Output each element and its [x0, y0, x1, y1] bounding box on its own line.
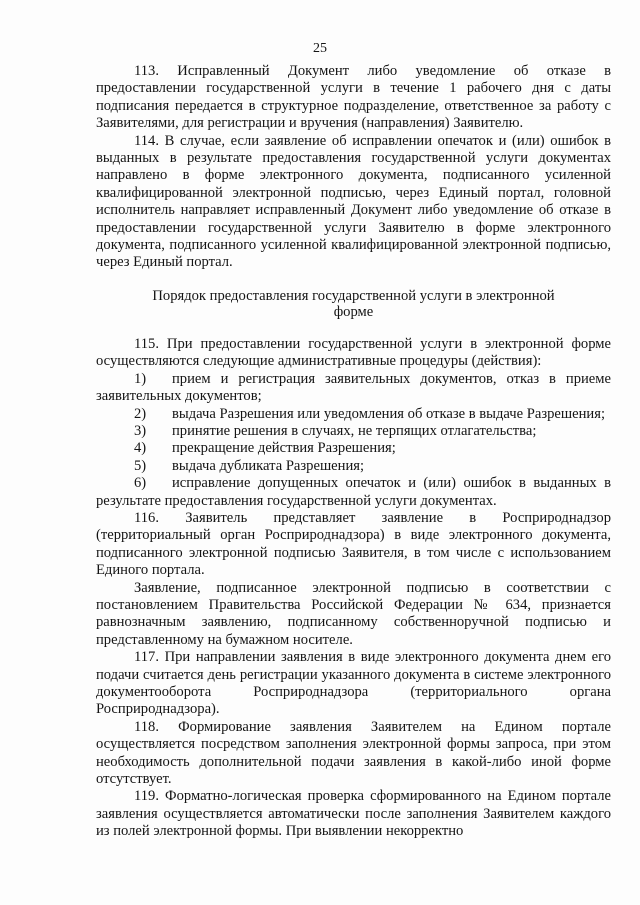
list-item-number: 4) — [134, 440, 147, 457]
paragraph-117: 117. При направлении заявления в виде электронного документа днем его подачи считается день регистрации указанного документа в системе электронного документооборота Росприроднадзора (территориального органа Росприроднадзора). — [96, 649, 611, 718]
list-item-number: 5) — [134, 457, 147, 474]
paragraph-116: 116. Заявитель представляет заявление в Росприроднадзор (территориальный орган Росприроднадзора) в виде электронного документа, подписанного электронной подписью Заявителя, в том числе с использованием Единого портала. — [96, 509, 611, 579]
paragraph-118: 118. Формирование заявления Заявителем на Едином портале осуществляется посредством заполнения электронной формы запроса, при этом необходимость дополнительной подачи заявления в какой-либо иной форме отсутствует. — [96, 718, 611, 788]
list-item — [96, 406, 611, 423]
list-item-text: прием и регистрация заявительных документов, отказ в приеме заявительных документов; — [96, 370, 611, 405]
paragraph-113: 113. Исправленный Документ либо уведомление об отказе в предоставлении государственной услуги в течение 1 рабочего дня с даты подписания передается в структурное подразделение, ответственное за работу с Заявителями, для регистрации и вручения (направления) Заявителю. — [96, 63, 611, 132]
paragraph-119: 119. Форматно-логическая проверка сформированного на Едином портале заявления осуществляется автоматически после заполнения Заявителем каждого из полей электронной формы. При выявлении некорректно — [96, 788, 611, 840]
list-item-number: 3) — [134, 422, 147, 439]
list-item — [96, 371, 611, 406]
list-item-number: 1) — [134, 370, 147, 387]
paragraph-signature-equivalence: Заявление, подписанное электронной подписью в соответствии с постановлением Правительства Российской Федерации № 634, признается равнозначным заявлению, подписанному собственноручной подписью и представленному на бумажном носителе. — [96, 579, 611, 648]
list-item — [96, 458, 611, 475]
list-item-number: 6) — [134, 475, 147, 492]
list-item-text: выдача Разрешения или уведомления об отказе в выдаче Разрешения; — [172, 405, 606, 422]
page-number: 25 — [313, 41, 327, 56]
list-item — [96, 423, 611, 440]
list-item-text: исправление допущенных опечаток и (или) ошибок в выданных в результате предоставления государственной услуги документах. — [96, 475, 611, 509]
list-item — [96, 440, 611, 457]
paragraph-115: 115. При предоставлении государственной услуги в электронной форме осуществляются следующие административные процедуры (действия): — [96, 335, 611, 370]
document-body — [96, 63, 611, 841]
list-item — [96, 475, 611, 510]
list-item-text: прекращение действия Разрешения; — [172, 440, 396, 457]
paragraph-114: 114. В случае, если заявление об исправлении опечаток и (или) ошибок в выданных в результате предоставления государственной услуги документах направлено в форме электронного документа, подписанного усиленной квалифицированной электронной подписью, через Единый портал, головной исполнитель направляет исправленный Документ либо уведомление об отказе в предоставлении государственной услуги Заявителю в форме электронного документа, подписанного усиленной квалифицированной электронной подписью, через Единый портал. — [96, 132, 611, 271]
list-item-text: принятие решения в случаях, не терпящих отлагательства; — [172, 422, 537, 439]
list-item-number: 2) — [134, 405, 147, 422]
list-item-text: выдача дубликата Разрешения; — [172, 457, 365, 474]
section-heading: Порядок предоставления государственной услуги в электронной форме — [152, 287, 555, 320]
